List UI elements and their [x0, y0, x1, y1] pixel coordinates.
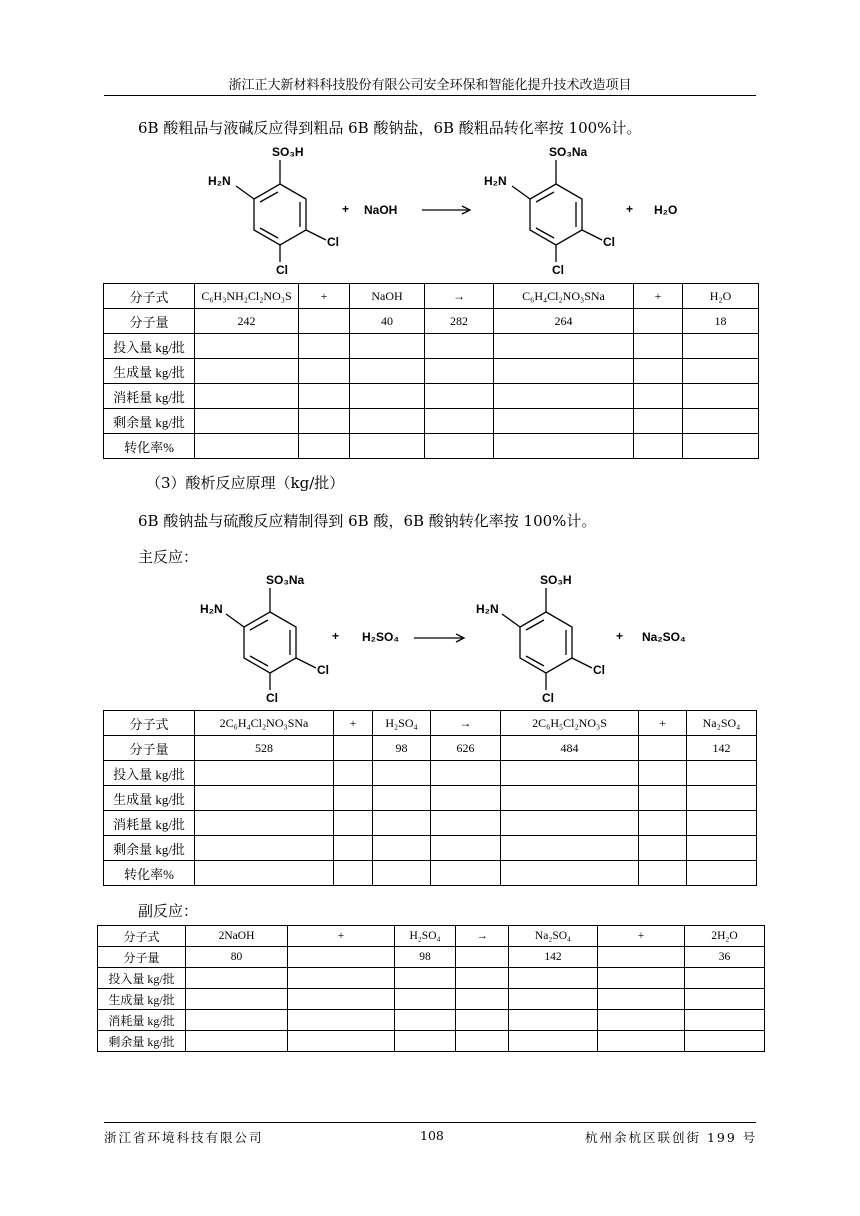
row-label: 分子量	[104, 309, 195, 334]
formula-cell: →	[425, 284, 494, 309]
footer-company: 浙江省环境科技有限公司	[104, 1130, 264, 1145]
weight-cell	[334, 736, 373, 761]
reaction1-plus-1: +	[342, 202, 350, 216]
table-row	[104, 736, 757, 761]
weight-cell	[288, 947, 395, 968]
table-row	[104, 409, 759, 434]
row-label: 生成量 kg/批	[104, 359, 195, 384]
page-header: 浙江正大新材料科技股份有限公司安全环保和智能化提升技术改造项目	[228, 78, 632, 93]
table-row	[98, 968, 765, 989]
row-label: 分子量	[104, 736, 195, 761]
formula-cell: NaOH	[350, 284, 425, 309]
weight-cell	[456, 947, 509, 968]
reaction2-arrow	[414, 634, 464, 642]
formula-cell: +	[598, 926, 685, 947]
formula-cell: →	[456, 926, 509, 947]
reaction2-byproduct: Na₂SO₄	[642, 630, 686, 644]
table-row	[104, 711, 757, 736]
weight-cell	[598, 947, 685, 968]
weight-cell: 40	[350, 309, 425, 334]
product2-chloro-1: Cl	[593, 663, 605, 677]
formula-cell: 2C₆H₄Cl₂NO₃SNa	[195, 711, 334, 736]
reactant2-chloro-1: Cl	[317, 663, 329, 677]
reaction1-byproduct: H₂O	[654, 203, 678, 217]
side-reaction-table	[97, 925, 765, 1052]
row-label: 分子式	[98, 926, 186, 947]
table-row	[104, 384, 759, 409]
product1-amine-group: H₂N	[484, 174, 507, 188]
reaction2-plus-2: +	[616, 629, 624, 643]
weight-cell	[634, 309, 683, 334]
reaction1-reagent: NaOH	[364, 203, 398, 217]
weight-cell: 528	[195, 736, 334, 761]
weight-cell: 282	[425, 309, 494, 334]
main-reaction-label: 主反应：	[138, 548, 199, 566]
reactant2-molecule	[200, 573, 329, 705]
reactant1-amine-group: H₂N	[208, 174, 231, 188]
row-label: 转化率%	[104, 434, 195, 459]
row-label: 剩余量 kg/批	[98, 1031, 186, 1052]
reactant2-chloro-2: Cl	[266, 691, 278, 705]
formula-cell: →	[431, 711, 501, 736]
weight-cell: 36	[685, 947, 765, 968]
weight-cell: 264	[494, 309, 634, 334]
formula-cell: 2C₆H₅Cl₂NO₃S	[501, 711, 639, 736]
row-label: 生成量 kg/批	[104, 786, 195, 811]
weight-cell	[299, 309, 350, 334]
header-divider	[104, 95, 756, 96]
formula-cell: C₆H₄Cl₂NO₃SNa	[494, 284, 634, 309]
formula-cell: 2H₂O	[685, 926, 765, 947]
formula-cell: +	[299, 284, 350, 309]
reactant1-sulfonic-group: SO₃H	[272, 145, 304, 159]
row-label: 剩余量 kg/批	[104, 836, 195, 861]
weight-cell: 484	[501, 736, 639, 761]
footer-page-number: 108	[420, 1128, 444, 1143]
product1-chloro-2: Cl	[552, 263, 564, 277]
reaction2-plus-1: +	[332, 629, 340, 643]
weight-cell: 242	[195, 309, 299, 334]
row-label: 消耗量 kg/批	[104, 384, 195, 409]
formula-cell: +	[634, 284, 683, 309]
row-label: 投入量 kg/批	[104, 761, 195, 786]
table-row	[104, 761, 757, 786]
table-row	[104, 786, 757, 811]
weight-cell: 80	[186, 947, 288, 968]
reaction1-arrow	[422, 206, 470, 214]
table-row	[98, 926, 765, 947]
reaction2-reagent: H₂SO₄	[362, 630, 400, 644]
row-label: 剩余量 kg/批	[104, 409, 195, 434]
reaction2-diagram	[190, 568, 730, 708]
product1-chloro-1: Cl	[603, 235, 615, 249]
table-row	[104, 284, 759, 309]
product2-amine-group: H₂N	[476, 602, 499, 616]
row-label: 转化率%	[104, 861, 195, 886]
table-row	[104, 811, 757, 836]
reactant2-sulfonate-group: SO₃Na	[266, 573, 305, 587]
section1-intro: 6B 酸粗品与液碱反应得到粗品 6B 酸钠盐，6B 酸粗品转化率按 100%计。	[138, 119, 642, 137]
formula-cell: H₂SO₄	[395, 926, 456, 947]
row-label: 投入量 kg/批	[104, 334, 195, 359]
section2-heading: （3）酸析反应原理（kg/批）	[146, 474, 345, 492]
weight-cell: 626	[431, 736, 501, 761]
section2-intro: 6B 酸钠盐与硫酸反应精制得到 6B 酸，6B 酸钠转化率按 100%计。	[138, 512, 597, 530]
reactant1-molecule	[208, 145, 339, 277]
weight-cell: 98	[373, 736, 431, 761]
row-label: 分子量	[98, 947, 186, 968]
table-row	[98, 1010, 765, 1031]
reaction1-plus-2: +	[626, 202, 634, 216]
row-label: 分子式	[104, 284, 195, 309]
table-row	[98, 1031, 765, 1052]
product1-molecule	[484, 145, 615, 277]
table-row	[98, 989, 765, 1010]
formula-cell: Na₂SO₄	[509, 926, 598, 947]
formula-cell: C₆H₃NH₂Cl₂NO₃S	[195, 284, 299, 309]
table-row	[104, 334, 759, 359]
row-label: 消耗量 kg/批	[98, 1010, 186, 1031]
table-row	[104, 861, 757, 886]
row-label: 投入量 kg/批	[98, 968, 186, 989]
reaction2-table	[103, 710, 757, 886]
table-row	[104, 434, 759, 459]
footer-divider	[104, 1122, 756, 1123]
reactant1-chloro-2: Cl	[276, 263, 288, 277]
table-row	[98, 947, 765, 968]
weight-cell: 98	[395, 947, 456, 968]
product2-molecule	[476, 573, 605, 705]
table-row	[104, 309, 759, 334]
weight-cell: 142	[509, 947, 598, 968]
table-row	[104, 359, 759, 384]
product1-sulfonate-group: SO₃Na	[549, 145, 588, 159]
row-label: 消耗量 kg/批	[104, 811, 195, 836]
formula-cell: +	[334, 711, 373, 736]
side-reaction-label: 副反应：	[138, 902, 199, 920]
weight-cell: 142	[687, 736, 757, 761]
product2-chloro-2: Cl	[542, 691, 554, 705]
row-label: 分子式	[104, 711, 195, 736]
footer-address: 杭州余杭区联创街 199 号	[585, 1130, 758, 1145]
formula-cell: +	[288, 926, 395, 947]
product2-sulfonic-group: SO₃H	[540, 573, 572, 587]
weight-cell	[639, 736, 687, 761]
formula-cell: Na₂SO₄	[687, 711, 757, 736]
reactant2-amine-group: H₂N	[200, 602, 223, 616]
reactant1-chloro-1: Cl	[327, 235, 339, 249]
reaction1-diagram	[200, 140, 720, 280]
reaction1-table	[103, 283, 759, 459]
formula-cell: H₂SO₄	[373, 711, 431, 736]
weight-cell: 18	[683, 309, 759, 334]
row-label: 生成量 kg/批	[98, 989, 186, 1010]
formula-cell: 2NaOH	[186, 926, 288, 947]
formula-cell: H₂O	[683, 284, 759, 309]
formula-cell: +	[639, 711, 687, 736]
table-row	[104, 836, 757, 861]
